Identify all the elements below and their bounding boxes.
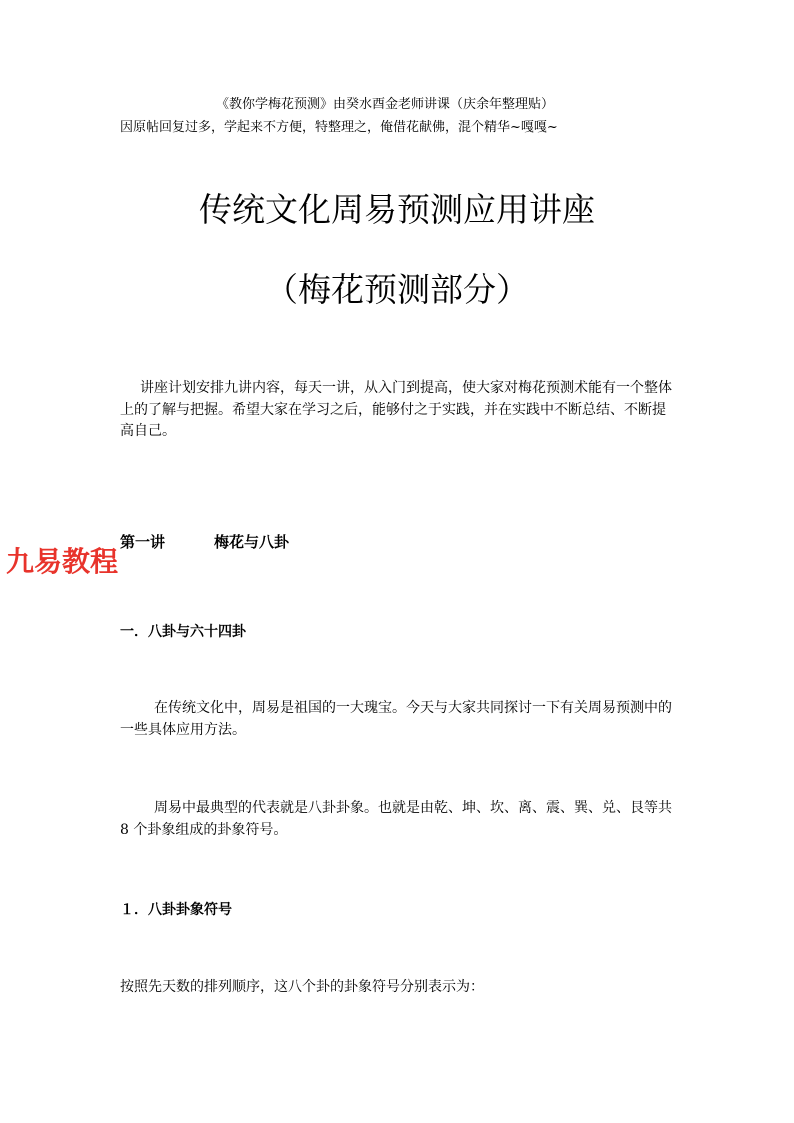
document-subtitle: （梅花预测部分）	[265, 270, 529, 309]
section-paragraph-2: 周易中最典型的代表就是八卦卦象。也就是由乾、坤、坎、离、震、巽、兑、艮等共 8 个卦象组成的卦象符号。	[120, 800, 672, 838]
section-heading: 一．八卦与六十四卦	[120, 624, 246, 640]
document-title: 传统文化周易预测应用讲座	[199, 190, 595, 229]
lecture-title: 梅花与八卦	[214, 533, 290, 551]
subsection-heading: １．八卦卦象符号	[120, 902, 232, 918]
header-note-line1: 《教你学梅花预测》由癸水酉金老师讲课（庆余年整理贴）	[216, 97, 555, 112]
section-paragraph-1: 在传统文化中，周易是祖国的一大瑰宝。今天与大家共同探讨一下有关周易预测中的一些具体应用方法。	[120, 700, 672, 738]
header-note-line2: 因原帖回复过多，学起来不方便，特整理之，俺借花献佛，混个精华~嘎嘎~	[120, 120, 558, 135]
watermark-logo: 九易教程	[6, 545, 119, 578]
intro-paragraph: 讲座计划安排九讲内容，每天一讲，从入门到提高，使大家对梅花预测术能有一个整体上的了解与把握。希望大家在学习之后，能够付之于实践，并在实践中不断总结、不断提高自己。	[120, 380, 672, 439]
lecture-number: 第一讲	[120, 533, 166, 551]
subsection-paragraph-1: 按照先天数的排列顺序，这八个卦的卦象符号分别表示为：	[120, 979, 484, 995]
